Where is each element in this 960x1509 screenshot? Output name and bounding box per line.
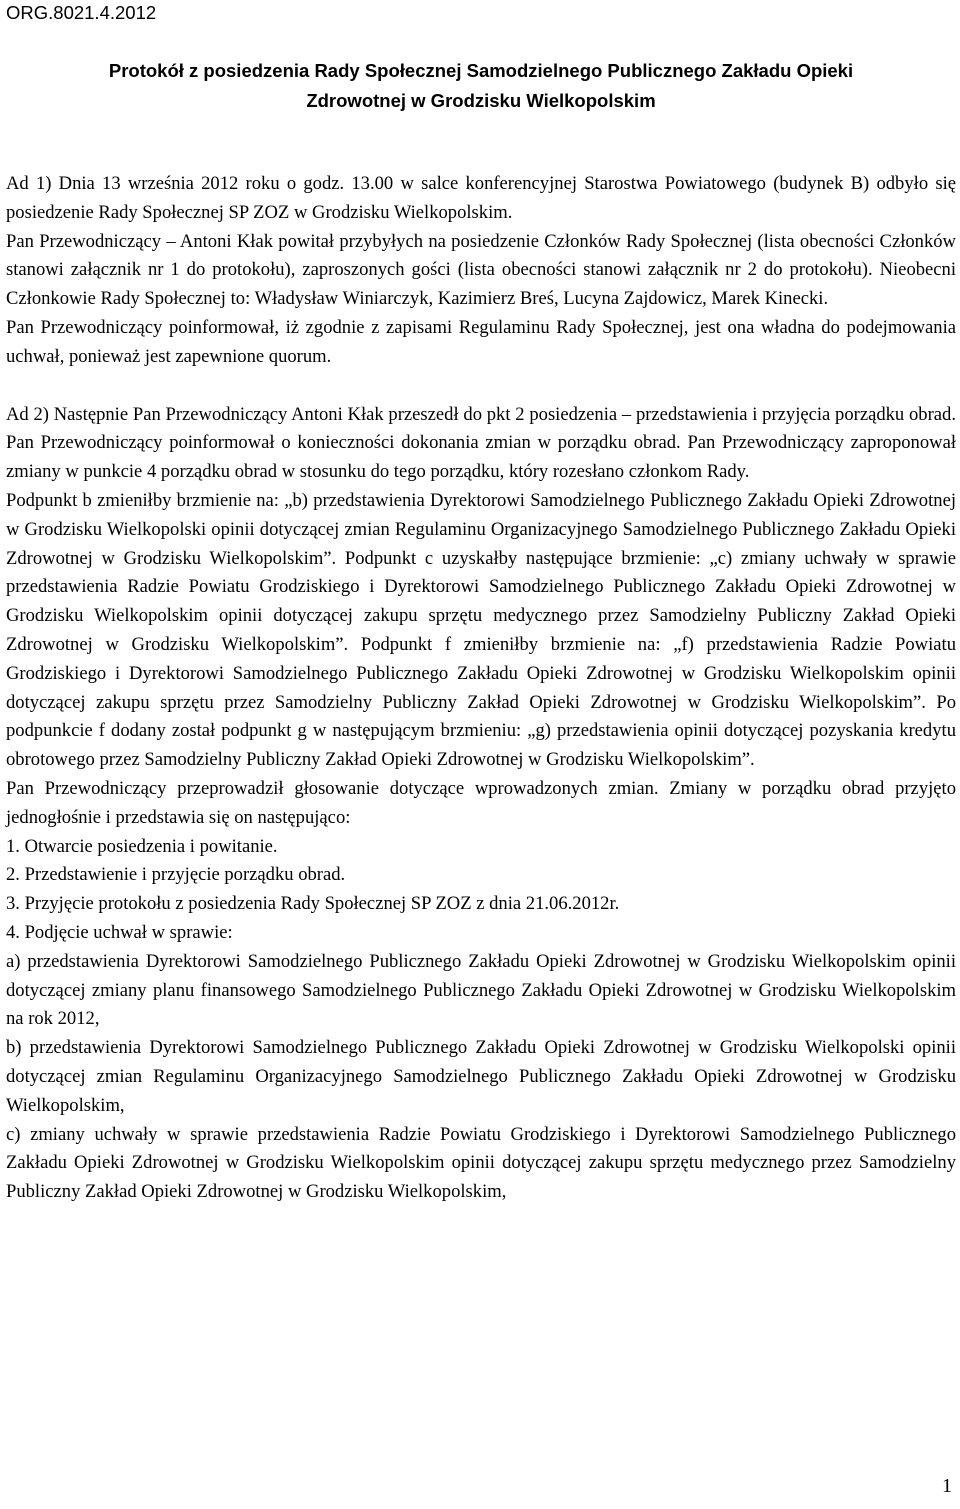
page-number: 1 bbox=[942, 1475, 952, 1497]
section1-paragraph-3: Pan Przewodniczący poinformował, iż zgodnie z zapisami Regulaminu Rady Społecznej, jest ona władna do podejmowania uchwał, ponieważ jest zapewnione quorum. bbox=[6, 316, 956, 367]
agenda-item-2: 2. Przedstawienie i przyjęcie porządku obrad. bbox=[6, 864, 346, 886]
section1-absent-members-text: Nieobecni Członkowie Rady Społecznej to: Władysław Winiarczyk, Kazimierz Breś, Lucyna Zajdowicz, Marek Kinecki. bbox=[6, 259, 957, 310]
agenda-item-3: 3. Przyjęcie protokołu z posiedzenia Rady Społecznej SP ZOZ z dnia 21.06.2012r. bbox=[6, 893, 620, 915]
agenda-item-4: 4. Podjęcie uchwał w sprawie: bbox=[6, 921, 233, 943]
section2-paragraph-3: Pan Przewodniczący przeprowadził głosowanie dotyczące wprowadzonych zmian. Zmiany w porządku obrad przyjęto jednogłośnie i przedstawia się on następująco: bbox=[6, 777, 956, 828]
agenda-item-1: 1. Otwarcie posiedzenia i powitanie. bbox=[6, 835, 278, 857]
title-line-2: Zdrowotnej w Grodzisku Wielkopolskim bbox=[306, 90, 656, 111]
title-line-1: Protokół z posiedzenia Rady Społecznej Samodzielnego Publicznego Zakładu Opieki bbox=[108, 60, 854, 81]
document-page bbox=[6, 0, 956, 1509]
document-body bbox=[6, 170, 956, 1207]
agenda-item-4a: a) przedstawienia Dyrektorowi Samodzielnego Publicznego Zakładu Opieki Zdrowotnej w Grodzisku Wielkopolskim opinii dotyczącej zmiany planu finansowego Samodzielnego Publicznego Zakładu Opieki Zdrowotnej w Grodzisku Wielkopolskim na rok 2012, bbox=[6, 950, 956, 1030]
section1-paragraph-1: Ad 1) Dnia 13 września 2012 roku o godz. 13.00 w salce konferencyjnej Starostwa Powiatowego (budynek B) odbyło się posiedzenie Rady Społecznej SP ZOZ w Grodzisku Wielkopolskim. bbox=[6, 173, 956, 223]
agenda-item-4c: c) zmiany uchwały w sprawie przedstawienia Radzie Powiatu Grodziskiego i Dyrektorowi Samodzielnego Publicznego Zakładu Opieki Zdrowotnej w Grodzisku Wielkopolskim opinii dotyczącej zakupu sprzętu medycznego przez Samodzielny Publiczny Zakład Opieki Zdrowotnej w Grodzisku Wielkopolskim, bbox=[6, 1123, 956, 1203]
document-reference: ORG.8021.4.2012 bbox=[6, 2, 157, 23]
section1-welcome-text: Pan Przewodniczący – Antoni Kłak powitał przybyłych na posiedzenie Członków Rady Społecznej (lista obecności Członków stanowi załącznik nr 1 do protokołu), zaproszonych gości (lista obecności stanowi załącznik nr 2 do protokołu). bbox=[6, 230, 956, 281]
section2-paragraph-1: Ad 2) Następnie Pan Przewodniczący Antoni Kłak przeszedł do pkt 2 posiedzenia – przedstawienia i przyjęcia porządku obrad. Pan Przewodniczący poinformował o konieczności dokonania zmian w porządku obrad. Pan Przewodniczący zaproponował zmiany w punkcie 4 porządku obrad w stosunku do tego porządku, który rozesłano członkom Rady. bbox=[6, 403, 956, 483]
section2-paragraph-2: Podpunkt b zmieniłby brzmienie na: „b) przedstawienia Dyrektorowi Samodzielnego Publicznego Zakładu Opieki Zdrowotnej w Grodzisku Wielkopolski opinii dotyczącej zmian Regulaminu Organizacyjnego Samodzielnego Publicznego Zakładu Opieki Zdrowotnej w Grodzisku Wielkopolskim”. Podpunkt c uzyskałby następujące brzmienie: „c) zmiany uchwały w sprawie przedstawienia Radzie Powiatu Grodziskiego i Dyrektorowi Samodzielnego Publicznego Zakładu Opieki Zdrowotnej w Grodzisku Wielkopolskim opinii dotyczącej zakupu sprzętu medycznego przez Samodzielny Publiczny Zakład Opieki Zdrowotnej w Grodzisku Wielkopolskim”. Podpunkt f zmieniłby brzmienie na: „f) przedstawienia Radzie Powiatu Grodziskiego i Dyrektorowi Samodzielnego Publicznego Zakładu Opieki Zdrowotnej w Grodzisku Wielkopolskim opinii dotyczącej zakupu sprzętu przez Samodzielny Publiczny Zakład Opieki Zdrowotnej w Grodzisku Wielkopolskim”. Po podpunkcie f dodany został podpunkt g w następującym brzmieniu: „g) przedstawienia opinii dotyczącej pozyskania kredytu obrotowego przez Samodzielny Publiczny Zakład Opieki Zdrowotnej w Grodzisku Wielkopolskim”. bbox=[6, 489, 956, 771]
document-title bbox=[6, 56, 956, 116]
paragraph-spacer bbox=[6, 372, 956, 401]
section1-paragraph-2 bbox=[6, 228, 956, 314]
agenda-item-4b: b) przedstawienia Dyrektorowi Samodzielnego Publicznego Zakładu Opieki Zdrowotnej w Grodzisku Wielkopolski opinii dotyczącej zmian Regulaminu Organizacyjnego Samodzielnego Publicznego Zakładu Opieki Zdrowotnej w Grodzisku Wielkopolskim, bbox=[6, 1037, 956, 1116]
